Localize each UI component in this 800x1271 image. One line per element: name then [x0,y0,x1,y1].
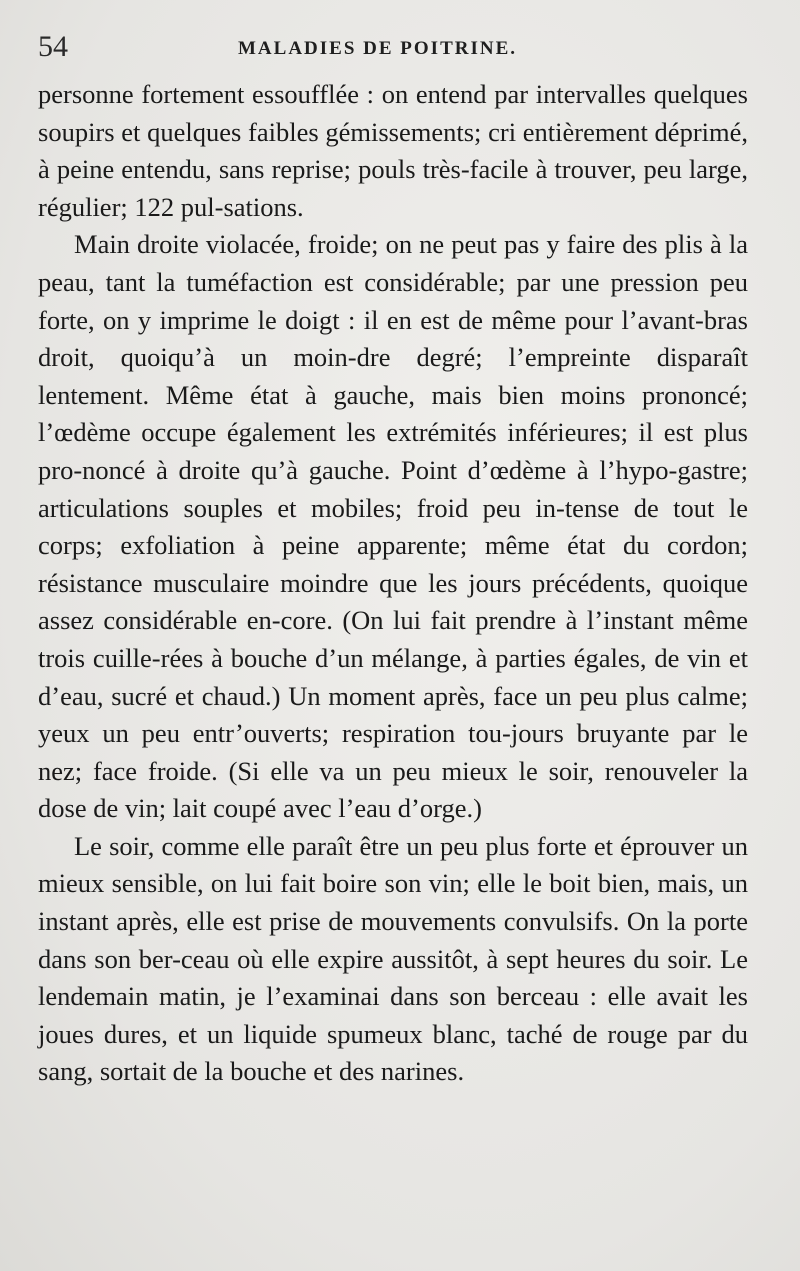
paragraph: personne fortement essoufflée : on entend par intervalles quelques soupirs et quelques faibles gémissements; cri entièrement déprimé, à peine entendu, sans reprise; pouls très-facile à trouver, peu large, régulier; 122 pul-sations. [38,79,748,222]
paragraph: Main droite violacée, froide; on ne peut pas y faire des plis à la peau, tant la tuméfaction est considérable; par une pression peu forte, on y imprime le doigt : il en est de même pour l’avant-bras droit, quoiqu’à un moin-dre degré; l’empreinte disparaît lentement. Même état à gauche, mais bien moins prononcé; l’œdème occupe également les extrémités inférieures; il est plus pro-noncé à droite qu’à gauche. Point d’œdème à l’hypo-gastre; articulations souples et mobiles; froid peu in-tense de tout le corps; exfoliation à peine apparente; même état du cordon; résistance musculaire moindre que les jours précédents, quoique assez considérable en-core. (On lui fait prendre à l’instant même trois cuille-rées à bouche d’un mélange, à parties égales, de vin et d’eau, sucré et chaud.) Un moment après, face un peu plus calme; yeux un peu entr’ouverts; respiration tou-jours bruyante par le nez; face froide. (Si elle va un peu mieux le soir, renouveler la dose de vin; lait coupé avec l’eau d’orge.) [38,229,748,824]
body-text [38,76,748,1091]
paragraph: Le soir, comme elle paraît être un peu plus forte et éprouver un mieux sensible, on lui fait boire son vin; elle le boit bien, mais, un instant après, elle est prise de mouvements convulsifs. On la porte dans son ber-ceau où elle expire aussitôt, à sept heures du soir. Le lendemain matin, je l’examinai dans son berceau : elle avait les joues dures, et un liquide spumeux blanc, taché de rouge par du sang, sortait de la bouche et des narines. [38,830,748,1087]
running-title: MALADIES DE POITRINE. [238,38,518,59]
page-number: 54 [38,30,68,63]
page-header [38,30,748,74]
